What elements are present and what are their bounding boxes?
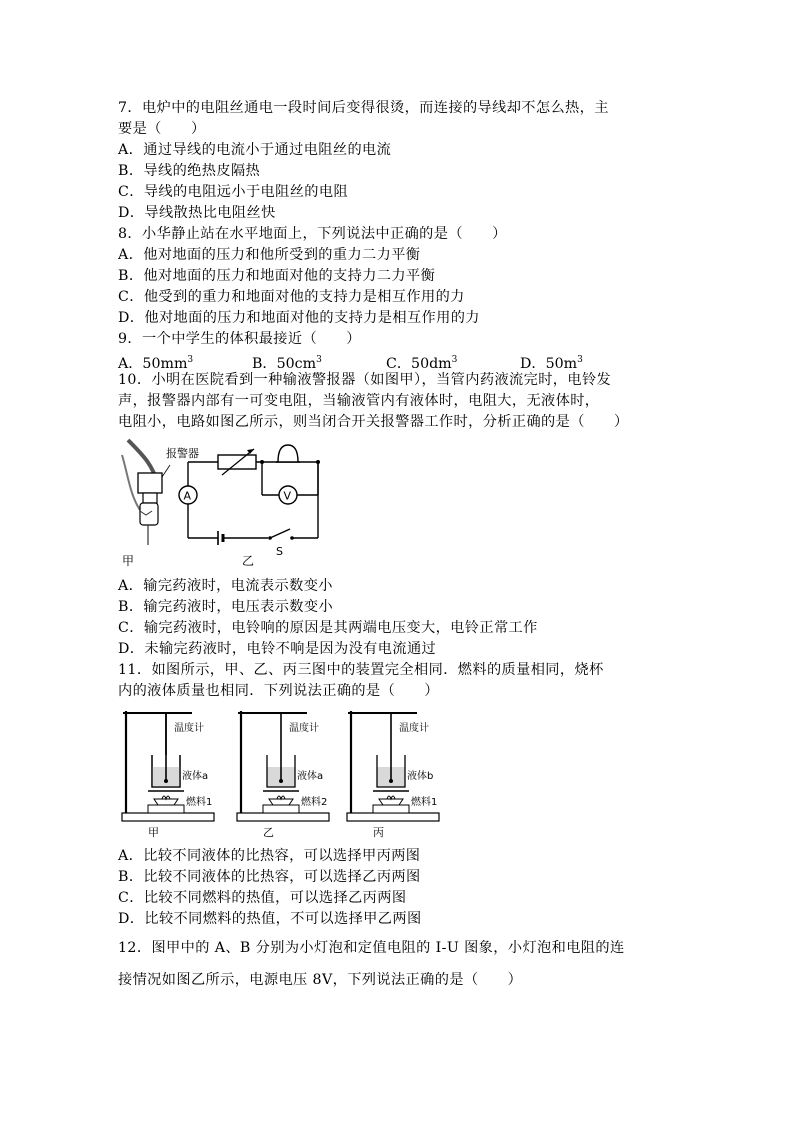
q10-option-d: D．未输完药液时，电铃不响是因为没有电流通过 <box>118 641 437 657</box>
q9-option-a: A．$50mm^3$ <box>118 355 194 372</box>
q10-stem-line1: 10．小明在医院看到一种输液警报器（如图甲），当管内药液流完时，电铃发 <box>118 372 612 388</box>
variable-resistor <box>218 455 256 469</box>
q10-option-a: A．输完药液时，电流表示数变小 <box>118 578 333 594</box>
figure-caption-yi: 乙 <box>242 554 255 568</box>
q7-option-b: B．导线的绝热皮隔热 <box>118 163 261 179</box>
q11-stem-line1: 11．如图所示，甲、乙、丙三图中的装置完全相同．燃料的质量相同，烧杯 <box>118 662 604 678</box>
q9-stem: 9．一个中学生的体积最接近（ ） <box>118 331 361 347</box>
caption-yi: 乙 <box>263 826 274 839</box>
thermometer-label-bing: 温度计 <box>399 723 429 734</box>
q11-option-d: D．比较不同燃料的热值，不可以选择甲乙两图 <box>118 911 422 927</box>
figure-caption-jia: 甲 <box>122 554 135 568</box>
ammeter-label: A <box>183 489 192 503</box>
q12-stem-line1: 12．图甲中的 A、B 分别为小灯泡和定值电阻的 I-U 图象，小灯泡和电阻的连 <box>118 940 625 956</box>
q8-option-c: C．他受到的重力和地面对他的支持力是相互作用的力 <box>118 289 465 305</box>
liquid-label-jia: 液体a <box>182 771 209 782</box>
caption-bing: 丙 <box>373 826 384 839</box>
bell-icon <box>278 445 298 462</box>
thermometer-label-jia: 温度计 <box>174 723 204 734</box>
q8-option-b: B．他对地面的压力和地面对他的支持力二力平衡 <box>118 268 436 284</box>
fuel-label-bing: 燃料1 <box>411 797 438 808</box>
thermometer-label-yi: 温度计 <box>289 723 319 734</box>
fuel-label-jia: 燃料1 <box>186 797 213 808</box>
q10-option-b: B．输完药液时，电压表示数变小 <box>118 599 334 615</box>
q9-option-b: B．$50cm^3$ <box>252 355 322 372</box>
q7-stem-line2: 要是（ ） <box>118 121 206 137</box>
alarm-label: 报警器 <box>166 447 199 460</box>
switch-label: S <box>276 545 283 558</box>
q11-option-a: A．比较不同液体的比热容，可以选择甲丙两图 <box>118 848 421 864</box>
panel-bing <box>347 711 439 839</box>
q8-stem: 8．小华静止站在水平地面上，下列说法中正确的是（ ） <box>118 226 507 242</box>
q7-stem-line1: 7．电炉中的电阻丝通电一段时间后变得很烫，而连接的导线却不怎么热，主 <box>118 100 609 116</box>
q7-option-c: C．导线的电阻远小于电阻丝的电阻 <box>118 184 349 200</box>
switch-icon <box>270 529 290 538</box>
voltmeter-label: V <box>283 489 292 503</box>
q11-option-b: B．比较不同液体的比热容，可以选择乙丙两图 <box>118 869 421 885</box>
q11-stem-line2: 内的液体质量也相同．下列说法正确的是（ ） <box>118 683 439 699</box>
q8-option-d: D．他对地面的压力和地面对他的支持力是相互作用的力 <box>118 310 480 326</box>
q9-option-c: C．$50dm^3$ <box>386 355 458 372</box>
liquid-label-yi: 液体a <box>297 771 324 782</box>
q12-stem-line2: 接情况如图乙所示，电源电压 8V，下列说法正确的是（ ） <box>118 972 523 988</box>
fuel-label-yi: 燃料2 <box>301 797 328 808</box>
q11-option-c: C．比较不同燃料的热值，可以选择乙丙两图 <box>118 890 407 906</box>
panel-yi <box>237 711 329 839</box>
q10-option-c: C．输完药液时，电铃响的原因是其两端电压变大，电铃正常工作 <box>118 620 538 636</box>
q8-option-a: A．他对地面的压力和他所受到的重力二力平衡 <box>118 247 421 263</box>
q7-option-a: A．通过导线的电流小于通过电阻丝的电流 <box>118 142 392 158</box>
q7-option-d: D．导线散热比电阻丝快 <box>118 205 276 221</box>
caption-jia: 甲 <box>148 826 159 839</box>
q10-circuit-figure <box>118 435 338 570</box>
panel-jia <box>122 711 214 839</box>
q10-stem-line2: 声，报警器内部有一可变电阻，当输液管内有液体时，电阻大，无液体时， <box>118 393 600 409</box>
q9-option-d: D．$50m^3$ <box>520 355 583 372</box>
q10-stem-line3: 电阻小，电路如图乙所示，则当闭合开关报警器工作时，分析正确的是（ ） <box>118 414 629 430</box>
liquid-label-bing: 液体b <box>407 771 434 782</box>
q11-heating-figure <box>118 705 448 840</box>
